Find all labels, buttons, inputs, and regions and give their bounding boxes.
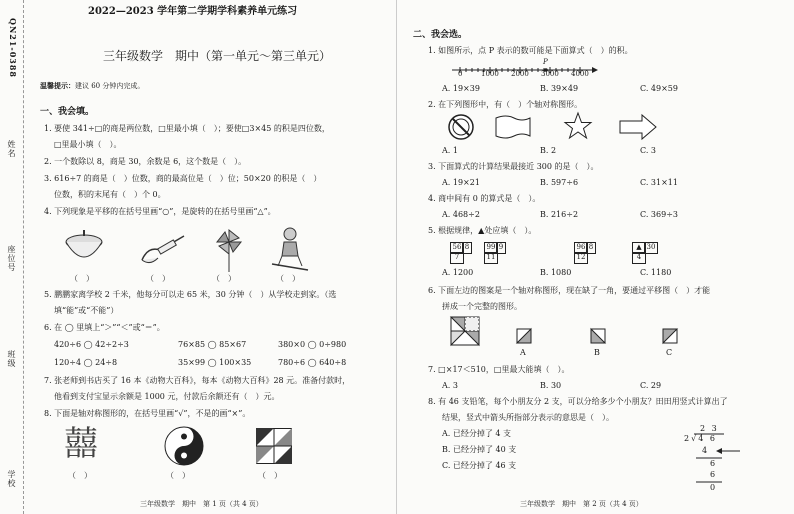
card-cell: 11: [484, 252, 498, 264]
margin-name-label: 姓名: [7, 140, 16, 158]
s2-q6-option-a[interactable]: A: [520, 348, 526, 357]
division-line: [696, 481, 722, 483]
margin-seat-label: 座位号: [7, 245, 16, 272]
s1-q1-line1: 1. 要使 341÷□的商是两位数，□里最小填（ ）；要使□3×45 的积是四位数，: [44, 124, 330, 133]
s1-q5-line1: 5. 鹏鹏家离学校 2 千米，他每分可以走 65 米，30 分钟（ ）从学校走到家。（选: [44, 290, 337, 299]
tick-label: 3000: [541, 70, 559, 78]
card-cell: 12: [574, 252, 588, 264]
margin-class-label: 班级: [7, 350, 16, 368]
s1-q6-cell[interactable]: 380×0 ◯ 0÷980: [278, 340, 347, 349]
s1-q6: 6. 在 ◯ 里填上“＞”“＜”或“＝”。: [44, 323, 165, 332]
right-footer: 三年级数学 期中 第 2 页（共 4 页）: [520, 500, 643, 508]
s1-q4: 4. 下列现象是平移的在括号里画“○”，是旋转的在括号里画“△”。: [44, 207, 276, 216]
s2-q6-option-c[interactable]: C: [666, 348, 673, 357]
s2-q6-option-b[interactable]: B: [594, 348, 600, 357]
s2-q3-option-a[interactable]: A. 19×21: [442, 178, 480, 187]
section2-heading: 二、我会选。: [413, 30, 468, 40]
tip-label: 温馨提示：: [40, 81, 75, 90]
s1-q5-line2: 填“能”或“不能”）: [54, 306, 119, 315]
s1-q4-paren-2[interactable]: （ ）: [146, 274, 170, 283]
piece-c-image: [662, 328, 678, 344]
s1-q7-line1: 7. 张老师到书店买了 16 本《动物大百科》，每本《动物大百科》28 元。准备付款时，: [44, 376, 351, 385]
square-pattern-image: [256, 428, 292, 464]
s2-q6-line2: 拼成一个完整的图形。: [442, 302, 522, 311]
card-cell: 99: [484, 242, 498, 254]
s2-q2-option-c[interactable]: C. 3: [640, 146, 657, 155]
pinwheel-image: [212, 228, 246, 272]
s2-q1-option-a[interactable]: A. 19×39: [442, 84, 480, 93]
card-cell: 7: [450, 252, 464, 264]
division-dividend: 2√4 6: [684, 434, 717, 443]
s2-q8-option-b[interactable]: B. 已经分掉了 40 支: [442, 445, 517, 454]
s1-q3-line2: 位数，积的末尾有（ ）个 0。: [54, 190, 166, 199]
binding-line: [23, 0, 24, 514]
s1-q6-cell[interactable]: 76×85 ◯ 85×67: [178, 340, 247, 349]
s2-q8-line1: 8. 有 46 支铅笔，每个小朋友分 2 支，可以分给多少个小朋友？田田用竖式计算出了: [428, 397, 728, 406]
s2-q1-option-b[interactable]: B. 39×49: [540, 84, 579, 93]
s1-q2: 2. 一个数除以 8，商是 30，余数是 6，这个数是（ ）。: [44, 157, 247, 166]
tick-label: 2000: [511, 70, 529, 78]
s2-q8-option-c[interactable]: C. 已经分掉了 46 支: [442, 461, 517, 470]
card-cell: 4: [632, 252, 646, 264]
incomplete-pattern-image: [450, 316, 480, 346]
s1-q8-paren-2[interactable]: （ ）: [166, 471, 190, 480]
division-rem1: 6: [710, 459, 716, 468]
arrow-icon: [716, 446, 742, 456]
division-sub2: 6: [710, 470, 716, 479]
card-cell: 9: [496, 242, 506, 254]
wavy-flag-image: [494, 114, 532, 140]
tip-text: 建议 60 分钟内完成。: [75, 82, 145, 90]
s1-q6-cell[interactable]: 780÷6 ◯ 640÷8: [278, 358, 347, 367]
s1-q8-paren-1[interactable]: （ ）: [68, 471, 92, 480]
page-subtitle: 三年级数学 期中（第一单元～第三单元）: [103, 49, 332, 63]
piece-b-image: [590, 328, 606, 344]
s2-q2-option-b[interactable]: B. 2: [540, 146, 557, 155]
tip: [40, 81, 144, 91]
point-p-label: P: [543, 58, 548, 66]
s1-q4-paren-3[interactable]: （ ）: [212, 274, 236, 283]
s2-q6-line1: 6. 下面左边的图案是一个轴对称图形，现在缺了一角，要通过平移图（ ）才能: [428, 286, 711, 295]
no-entry-sign-image: [448, 114, 474, 140]
paper-code: QN21-0388: [8, 18, 18, 78]
s2-q8-option-a[interactable]: A. 已经分掉了 4 支: [442, 429, 512, 438]
spinning-top-image: [62, 228, 106, 272]
s2-q2: 2. 在下列图形中，有（ ）个轴对称图形。: [428, 100, 583, 109]
syringe-hand-image: [140, 232, 186, 268]
s2-q3-option-b[interactable]: B. 597÷6: [540, 178, 579, 187]
s2-q3-option-c[interactable]: C. 31×11: [640, 178, 678, 187]
s2-q2-option-a[interactable]: A. 1: [442, 146, 458, 155]
division-line: [696, 457, 722, 459]
s2-q7-option-b[interactable]: B. 30: [540, 381, 562, 390]
s1-q4-paren-4[interactable]: （ ）: [276, 274, 300, 283]
left-footer: 三年级数学 期中 第 1 页（共 4 页）: [140, 500, 263, 508]
tick-label: 4000: [571, 70, 589, 78]
tick-label: 0: [458, 70, 463, 78]
s1-q3-line1: 3. 616÷7 的商是（ ）位数，商的最高位是（ ）位；50×20 的积是（ ）: [44, 174, 322, 183]
s1-q8-paren-3[interactable]: （ ）: [258, 471, 282, 480]
arrow-shape-image: [618, 114, 658, 140]
s2-q4-option-c[interactable]: C. 369÷3: [640, 210, 678, 219]
s1-q6-cell[interactable]: 35×99 ◯ 100×35: [178, 358, 252, 367]
card-cell: 56: [450, 242, 464, 254]
card-cell: 8: [462, 242, 472, 254]
s2-q8-line2: 结果，竖式中箭头所指部分表示的意思是（ ）。: [442, 413, 614, 422]
s2-q5: 5. 根据规律，▲处应填（ ）。: [428, 226, 537, 235]
division-sub1: 4: [702, 446, 708, 455]
s2-q5-option-c[interactable]: C. 1180: [640, 268, 672, 277]
s2-q3: 3. 下面算式的计算结果最接近 300 的是（ ）。: [428, 162, 599, 171]
s2-q1: 1. 如图所示，点 P 表示的数可能是下面算式（ ）的积。: [428, 46, 633, 55]
s2-q1-option-c[interactable]: C. 49×59: [640, 84, 678, 93]
s1-q8: 8. 下面是轴对称图形的，在括号里画“√”，不是的画“×”。: [44, 409, 251, 418]
s2-q4-option-a[interactable]: A. 468÷2: [442, 210, 480, 219]
division-quotient: 2 3: [700, 424, 719, 433]
s1-q1-line2: □里最小填（ ）。: [54, 140, 122, 149]
s2-q7-option-c[interactable]: C. 29: [640, 381, 662, 390]
page-fold: [396, 0, 397, 514]
s2-q4-option-b[interactable]: B. 216÷2: [540, 210, 579, 219]
s2-q7: 7. □×17＜510，□里最大能填（ ）。: [428, 365, 570, 374]
card-cell: 30: [644, 242, 658, 254]
s2-q5-option-b[interactable]: B. 1080: [540, 268, 572, 277]
skier-image: [272, 226, 308, 272]
s2-q5-option-a[interactable]: A. 1200: [442, 268, 474, 277]
section1-heading: 一、我会填。: [40, 107, 95, 117]
s2-q7-option-a[interactable]: A. 3: [442, 381, 458, 390]
double-happiness-image: 囍: [64, 424, 98, 464]
card-cell: 96: [574, 242, 588, 254]
yin-yang-image: [164, 426, 204, 466]
tick-label: 1000: [481, 70, 499, 78]
page-title: 2022—2023 学年第二学期学科素养单元练习: [88, 6, 298, 17]
card-cell: 8: [586, 242, 596, 254]
s1-q6-cell[interactable]: 120÷4 ◯ 24÷8: [54, 358, 118, 367]
margin-school-label: 学校: [7, 470, 16, 488]
card-cell: ▲: [632, 242, 646, 254]
division-bar: [694, 433, 724, 435]
division-rem2: 0: [710, 483, 716, 492]
piece-a-image: [516, 328, 532, 344]
s1-q4-paren-1[interactable]: （ ）: [70, 274, 94, 283]
s1-q7-line2: 他看到支付宝显示余额是 1000 元，付款后余额还有（ ）元。: [54, 392, 280, 401]
star-image: [564, 112, 592, 140]
s1-q6-cell[interactable]: 420÷6 ◯ 42÷2÷3: [54, 340, 129, 349]
s2-q4: 4. 商中间有 0 的算式是（ ）。: [428, 194, 541, 203]
